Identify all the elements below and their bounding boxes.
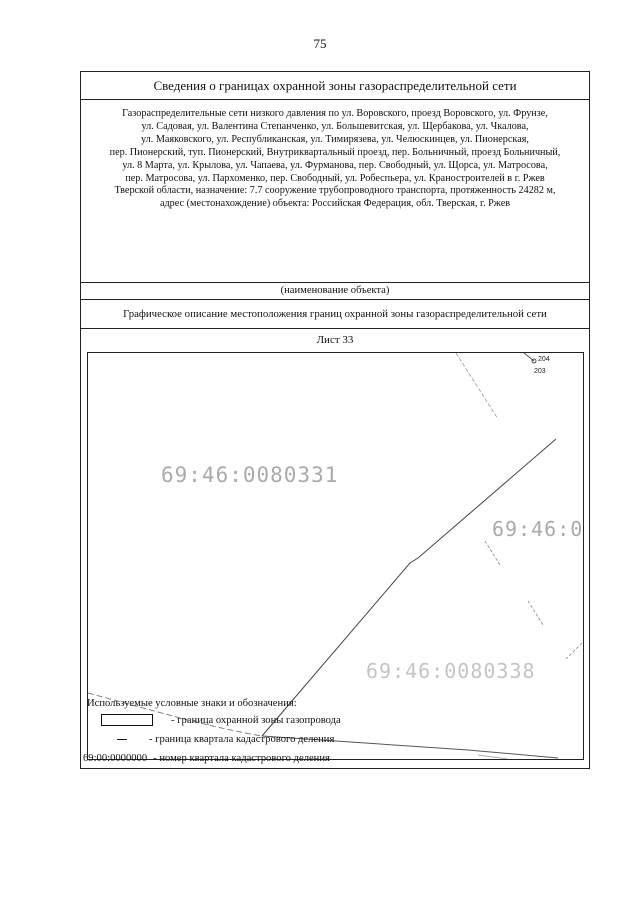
object-description-line: ул. Маяковского, ул. Республиканская, ул. Тимирязева, ул. Челюскинцев, ул. Пионерская, (141, 133, 529, 145)
cadastral-block-label: 69:46:0080338 (366, 659, 536, 683)
legend-item-label: - номер квартала кадастрового деления (153, 753, 330, 764)
block-boundary-swatch (117, 739, 127, 740)
cadastral-boundary-line (456, 353, 498, 419)
legend-item-label: - граница квартала кадастрового деления (149, 734, 335, 745)
cadastral-block-label: 69:46:0 (492, 517, 584, 541)
object-description (81, 100, 589, 283)
object-description-line: пер. Пионерский, туп. Пионерский, Внутриквартальный проезд, пер. Больничный, проезд Больничный, (109, 146, 561, 158)
object-description-line: Тверской области, назначение: 7.7 сооружение трубопроводного транспорта, протяженность 24282 м, (114, 185, 556, 197)
cadastral-block-label: 69:46:0080331 (161, 463, 339, 487)
legend-item-block-boundary (87, 734, 334, 745)
object-description-line: Газораспределительные сети низкого давления по ул. Воровского, проезд Воровского, ул. Фрунзе, (122, 108, 548, 119)
graphic-description-title: Графическое описание местоположения границ охранной зоны газораспределительной сети (81, 300, 589, 329)
legend-item-label: - граница охранной зоны газопровода (171, 714, 341, 726)
zone-boundary-swatch (101, 714, 153, 726)
legend-item-zone-boundary (87, 714, 341, 726)
form-title: Сведения о границах охранной зоны газораспределительной сети (81, 72, 589, 100)
legend-item-block-number (83, 753, 330, 764)
cadastral-boundary-line (528, 601, 543, 625)
object-description-line: пер. Матросова, ул. Пархоменко, пер. Свободный, ул. Робеспьера, ул. Краностроителей в г. Ржев (125, 172, 545, 184)
object-description-line: ул. 8 Марта, ул. Крылова, ул. Чапаева, ул. Фурманова, пер. Свободный, ул. Щорса, ул. Матросова, (122, 159, 548, 171)
boundary-point-marker (524, 353, 534, 361)
legend-title: Используемые условные знаки и обозначения: (87, 698, 297, 709)
cadastral-boundary-line (566, 643, 582, 659)
object-description-line: ул. Садовая, ул. Валентина Степанченко, ул. Большевитская, ул. Щербакова, ул. Чкалова, (141, 120, 529, 132)
object-description-line: адрес (местонахождение) объекта: Российская Федерация, обл. Тверская, г. Ржев (159, 198, 511, 210)
form-frame (80, 71, 590, 769)
cadastral-boundary-line (485, 541, 500, 565)
point-label: 204 (538, 356, 550, 363)
cadastral-boundary-line (478, 755, 508, 759)
point-label: 203 (534, 368, 546, 375)
page-number: 75 (313, 36, 327, 51)
sheet-label: Лист 33 (316, 334, 354, 346)
block-number-code: 69:00:0000000 (83, 753, 148, 764)
object-name-caption: (наименование объекта) (81, 283, 589, 300)
